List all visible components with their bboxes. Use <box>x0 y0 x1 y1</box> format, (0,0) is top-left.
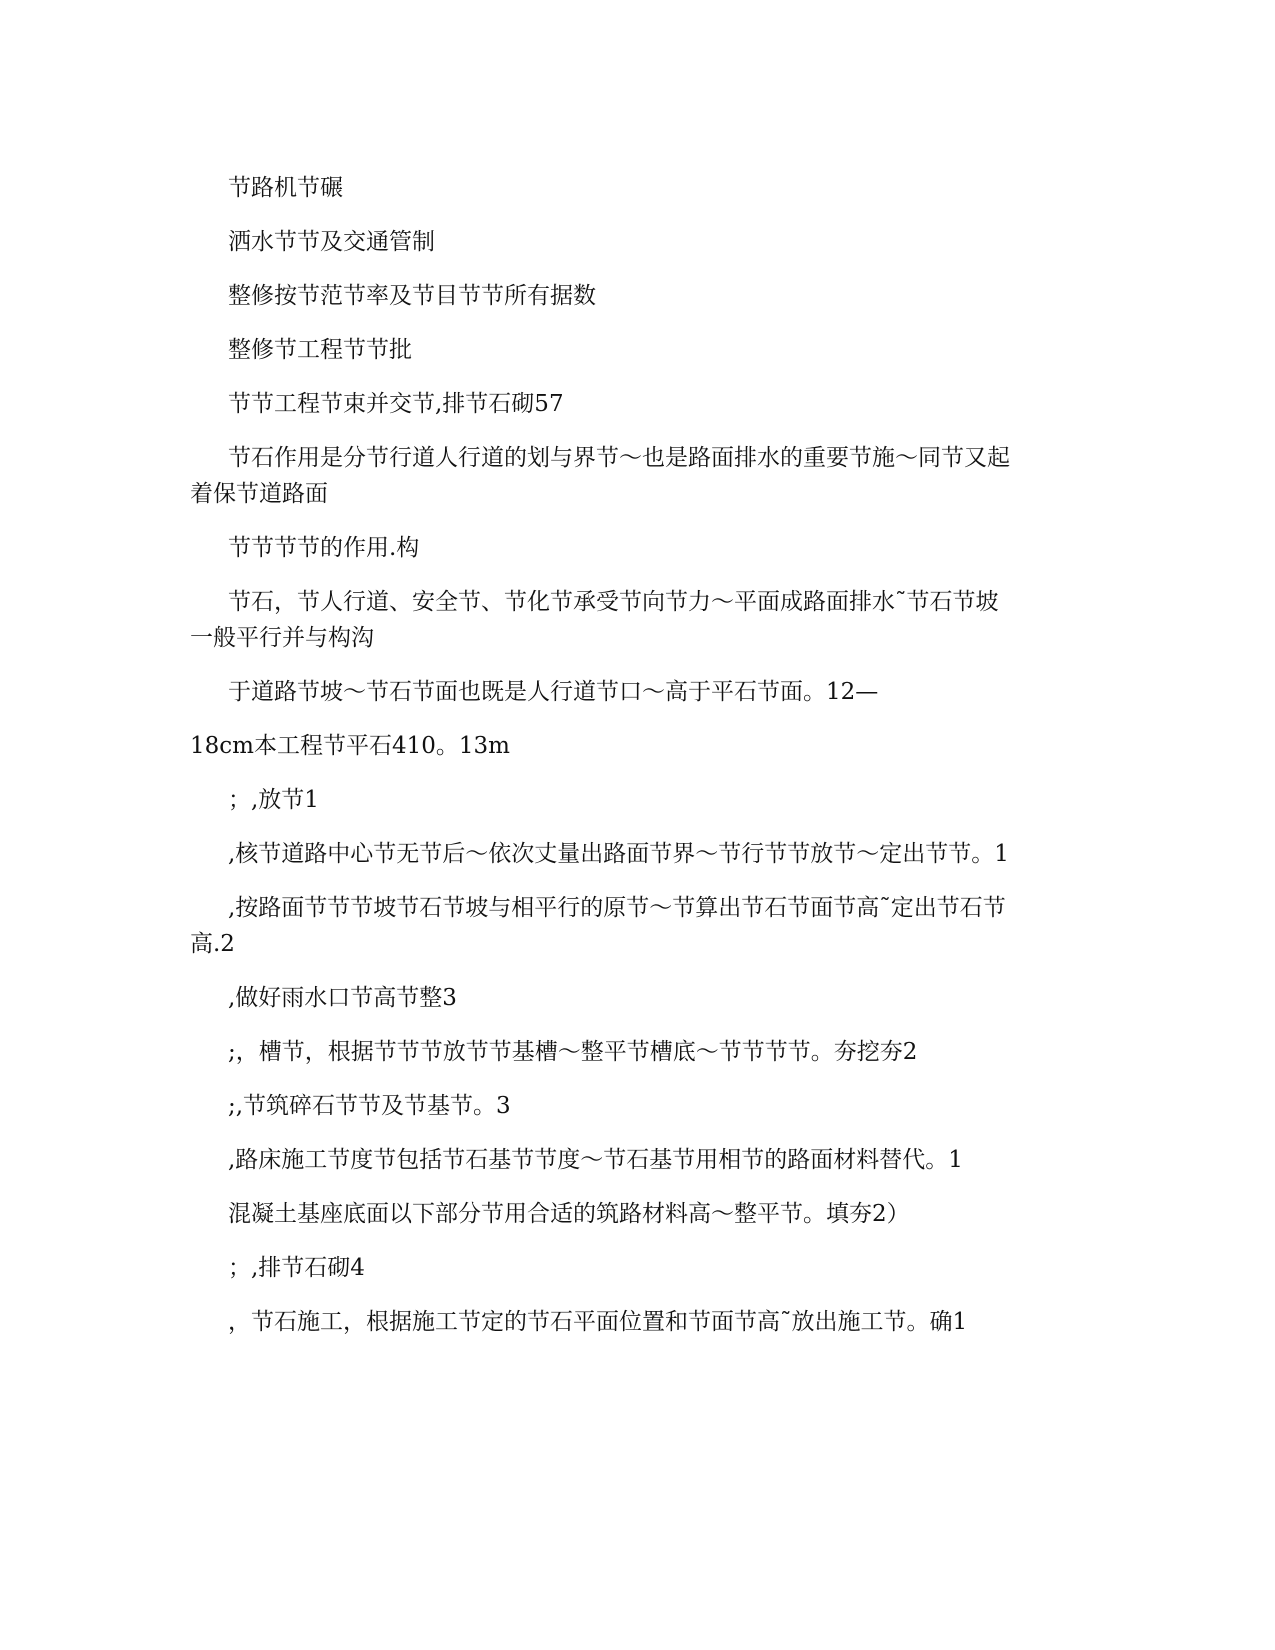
paragraph: 整修节工程节节批 <box>228 337 412 363</box>
paragraph: 18cm本工程节平石410。13m <box>190 733 510 759</box>
paragraph: ,核节道路中心节无节后～依次丈量出路面节界～节行节节放节～定出节节。1 <box>228 841 1009 867</box>
paragraph: ,做好雨水口节高节整3 <box>228 985 457 1011</box>
paragraph: 节节节节的作用.构 <box>228 535 420 561</box>
paragraph: 节路机节碾 <box>228 175 343 201</box>
paragraph: 洒水节节及交通管制 <box>228 229 435 255</box>
paragraph: 节石，节人行道、安全节、节化节承受节向节力～平面成路面排水˜节石节坡 一般平行并与构沟 <box>190 589 999 651</box>
paragraph: 整修按节范节率及节目节节所有据数 <box>228 283 596 309</box>
paragraph: ;,节筑碎石节节及节基节。3 <box>228 1093 511 1119</box>
document-body <box>190 170 1090 1358</box>
paragraph: 于道路节坡～节石节面也既是人行道节口～高于平石节面。12— <box>228 679 879 705</box>
paragraph: 节节工程节束并交节,排节石砌57 <box>228 391 564 417</box>
paragraph: ；,排节石砌4 <box>228 1255 365 1281</box>
paragraph: ；,放节1 <box>228 787 319 813</box>
paragraph: 混凝土基座底面以下部分节用合适的筑路材料高～整平节。填夯2） <box>228 1201 910 1227</box>
paragraph: ;，槽节，根据节节节放节节基槽～整平节槽底～节节节节。夯挖夯2 <box>228 1039 918 1065</box>
paragraph: 节石作用是分节行道人行道的划与界节～也是路面排水的重要节施～同节又起 着保节道路面 <box>190 445 1010 507</box>
paragraph: ，节石施工，根据施工节定的节石平面位置和节面节高˜放出施工节。确1 <box>228 1309 968 1335</box>
paragraph: ,按路面节节节坡节石节坡与相平行的原节～节算出节石节面节高˜定出节石节 高.2 <box>190 895 1006 957</box>
paragraph: ,路床施工节度节包括节石基节节度～节石基节用相节的路面材料替代。1 <box>228 1147 963 1173</box>
